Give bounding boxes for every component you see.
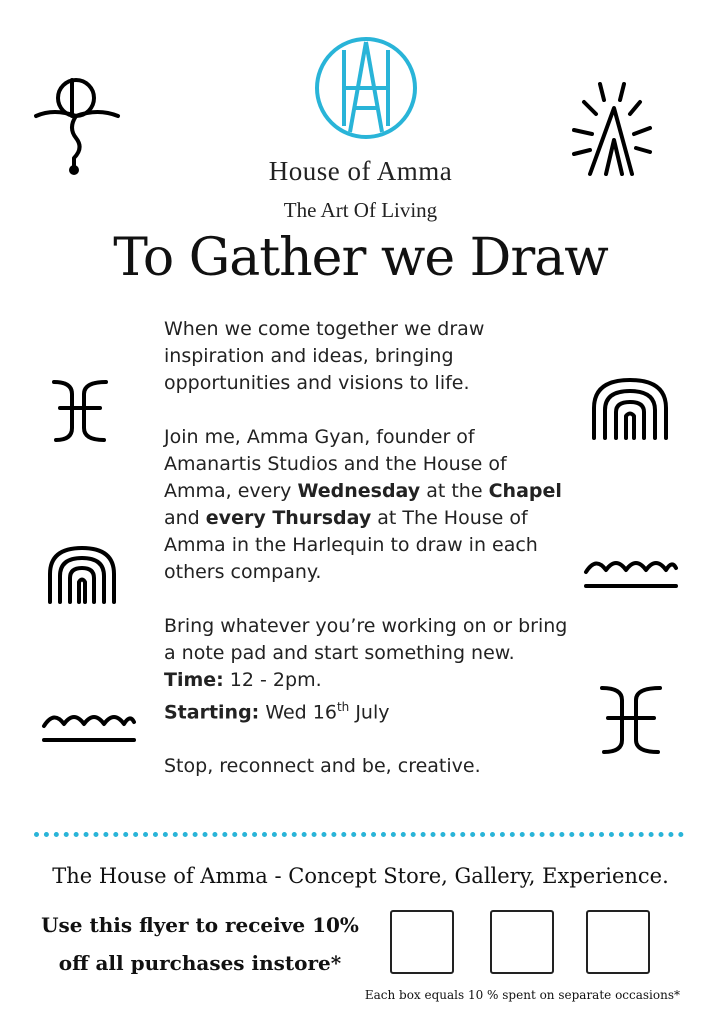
closing-line: Stop, reconnect and be, creative.: [164, 755, 481, 778]
starting-value: Wed 16: [259, 701, 337, 724]
starting-line: [164, 694, 574, 726]
join-text-4: at The House of Amma in the Harlequin to draw in each others company.: [164, 507, 538, 583]
twin-hooks-symbol-icon: [598, 684, 664, 756]
join-text-2: at the: [420, 480, 489, 502]
starting-superscript: th: [336, 700, 350, 714]
twin-hooks-symbol-icon: [50, 378, 110, 444]
join-text-3: and: [164, 507, 206, 529]
rainbow-arches-symbol-icon: [590, 376, 670, 442]
stamp-note: Each box equals 10 % spent on separate occasions*: [364, 988, 680, 1002]
join-text-1: Join me, Amma Gyan, founder of Amanartis Studios and the House of Amma, every: [164, 426, 507, 502]
stamp-box-icon: [390, 910, 454, 974]
radiant-sun-symbol-icon: [570, 80, 656, 180]
house-of-amma-logo-icon: [314, 36, 418, 140]
wave-line-symbol-icon: [582, 552, 680, 592]
intro-paragraph: When we come together we draw inspiration and ideas, bringing opportunities and visions to life.: [164, 318, 485, 394]
chapel-label: Chapel: [488, 480, 562, 502]
join-paragraph: [164, 424, 574, 586]
rainbow-arches-symbol-icon: [46, 544, 118, 606]
starting-label: Starting:: [164, 701, 260, 724]
discount-offer: [20, 906, 380, 982]
event-description: [164, 316, 574, 780]
circle-cross-symbol-icon: [32, 66, 122, 178]
stamp-box-icon: [490, 910, 554, 974]
bring-paragraph: Bring whatever you’re working on or bring a note pad and start something new.: [164, 615, 568, 664]
brand-tagline: The Art Of Living: [283, 198, 438, 222]
time-line: [164, 667, 574, 694]
time-value: 12 - 2pm.: [223, 669, 322, 691]
dotted-divider: [34, 832, 684, 837]
page-title: To Gather we Draw: [113, 228, 608, 288]
wave-line-symbol-icon: [40, 706, 138, 746]
thursday-label: every Thursday: [205, 507, 372, 529]
offer-line-1: Use this flyer to receive 10%: [41, 913, 359, 937]
offer-line-2: off all purchases instore*: [58, 951, 342, 975]
starting-month: July: [349, 701, 390, 724]
time-label: Time:: [164, 669, 224, 691]
stamp-box-icon: [586, 910, 650, 974]
wednesday-label: Wednesday: [297, 480, 421, 502]
store-description: The House of Amma - Concept Store, Gallery, Experience.: [52, 864, 669, 888]
brand-name: House of Amma: [268, 156, 453, 186]
